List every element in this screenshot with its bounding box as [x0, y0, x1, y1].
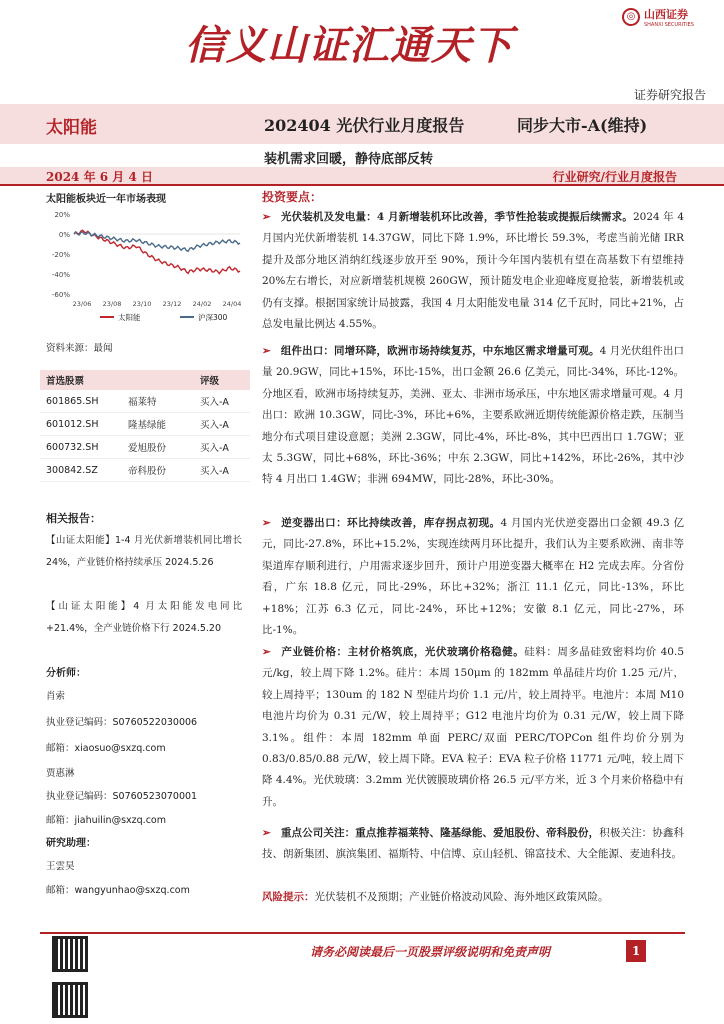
analyst-2-email[interactable]: 邮箱：jiahuilin@sxzq.com [46, 815, 166, 826]
footer-divider [40, 932, 685, 934]
y-tick-label: -40% [51, 271, 70, 279]
analyst-2-name: 贾惠淋 [46, 768, 75, 779]
risk-warning [262, 887, 684, 908]
para-1-body: 2024 年 4 月国内光伏新增装机 14.37GW，同比下降 1.9%，环比增长 59.3%，考虑当前光储 IRR 提升及部分地区消纳红线逐步放开至 90%，预计今年国内装机有望在高基数下有望维持 20%左右增长，对应新增装机规模 260GW，预计随发电企业迎峰度夏抢装，新增装机或仍有支撑。根据国家统计局披露，我国 4 月太阳能发电量 314 亿千瓦时，同比+21%，占总发电量比例达 4.55%。 [262, 211, 685, 331]
bullet-icon: ➢ [262, 211, 271, 223]
table-row [40, 436, 250, 459]
para-2-title: 组件出口：同增环降，欧洲市场持续复苏，中东地区需求增量可观。 [280, 345, 600, 357]
table-header [40, 370, 250, 390]
legend-label: 太阳能 [118, 313, 141, 322]
company-logo [622, 6, 694, 28]
sector-name: 太阳能 [46, 118, 97, 138]
y-tick-label: 20% [54, 211, 70, 219]
bullet-icon: ➢ [262, 345, 271, 357]
y-tick-label: 0% [58, 231, 70, 239]
x-tick-label: 23/10 [132, 300, 152, 308]
slogan: 信义山证汇通天下 [185, 22, 513, 69]
assistant-name: 王雲昊 [46, 861, 75, 872]
header-stocks: 首选股票 [46, 376, 85, 387]
disclaimer-notice: 请务必阅读最后一页股票评级说明和免责声明 [310, 945, 551, 959]
para-5-body: 积极关注：协鑫科技、朗新集团、旗滨集团、福斯特、中信博、京山轻机、锦富技术、大全能源、麦迪科技。 [262, 827, 685, 861]
stock-rating: 买入-A [200, 466, 229, 477]
risk-label: 风险提示： [262, 891, 315, 903]
analyst-1-email[interactable]: 邮箱：xiaosuo@sxzq.com [46, 743, 166, 754]
para-key-companies [262, 823, 684, 866]
assistant-email[interactable]: 邮箱：wangyunhao@sxzq.com [46, 885, 190, 896]
related-report-1[interactable]: 【山证太阳能】1-4 月光伏新增装机同比增长 24%，产业链价格持续承压 2024.5.26 [46, 535, 242, 568]
stock-code: 601865.SH [46, 395, 99, 407]
para-inverter-export [262, 513, 684, 641]
analyst-1-name: 肖索 [46, 691, 66, 702]
para-4-body: 硅料：周多晶硅致密料均价 40.5 元/kg，较上周下降 1.2%。硅片：本周 150μm 的 182mm 单晶硅片均价 1.25 元/片，较上周持平；130um 的 182 N 型硅片均价 1.1 元/片，较上周持平。电池片：本周 M10 电池片均价为 0.31 元/W，较上周持平；G12 电池片均价为 0.31 元/W，较上周下降 3.1%。组件：本周 182mm 单面 PERC/双面 PERC/TOPCon 组件均价分别为 0.83/0.85/0.88 元/W，较上周下降。EVA 粒子：EVA 粒子价格 11771 元/吨，较上周下降 4.4%。光伏玻璃：3.2mm 光伏镀膜玻璃价格 26.5 元/平方米，近 3 个月来价格稳中有升。 [262, 646, 684, 808]
series-line-csi300 [74, 232, 240, 251]
analyst-1-cert: 执业登记编码：S0760522030006 [46, 717, 198, 728]
stock-code: 600732.SH [46, 441, 99, 453]
table-row [40, 390, 250, 413]
x-tick-label: 24/04 [222, 300, 242, 308]
related-report-2[interactable]: 【山证太阳能】4 月太阳能发电同比+21.4%，全产业链价格下行 2024.5.20 [46, 601, 242, 634]
chart-title: 太阳能板块近一年市场表现 [46, 194, 166, 205]
para-3-body: 4 月国内光伏逆变器出口金额 49.3 亿元，同比-27.8%，环比+15.2%，实现连续两月环比提升，我们认为主要系欧洲、南非等渠道库存顺利进行，户用需求逐步回升，预计户用逆变器大概率在 H2 完成去库。分省份看，广东 18.8 亿元，同比-29%，环比+32%；浙江 11.1 亿元，同比-13%，环比+18%；江苏 6.3 亿元，同比-24%，环比+12%；安徽 8.1 亿元，同比-27%，环比-1%。 [262, 517, 685, 637]
report-subtitle: 装机需求回暖，静待底部反转 [264, 152, 434, 167]
preferred-stocks-table [40, 370, 250, 482]
source-note: 资料来源：最闻 [46, 343, 113, 354]
para-chain-prices [262, 642, 684, 813]
performance-chart [40, 206, 250, 330]
stock-name: 隆基绿能 [128, 420, 167, 431]
para-module-export [262, 341, 684, 491]
investment-highlights-heading: 投资要点： [262, 190, 323, 204]
para-3-title: 逆变器出口：环比持续改善，库存拐点初现。 [280, 517, 501, 529]
y-tick-label: -20% [51, 251, 70, 259]
para-5-title: 重点公司关注：重点推荐福莱特、隆基绿能、爱旭股份、帝科股份， [280, 827, 600, 839]
x-tick-label: 24/02 [192, 300, 212, 308]
logo-icon: ◎ [622, 8, 640, 26]
para-4-title: 产业链价格：主材价格筑底，光伏玻璃价格稳健。 [280, 646, 525, 658]
related-reports-title: 相关报告： [46, 512, 101, 525]
legend-label: 沪深300 [198, 313, 228, 322]
industry-rating: 同步大市-A(维持) [517, 116, 648, 135]
risk-body: 光伏装机不及预期；产业链价格波动风险、海外地区政策风险。 [314, 891, 609, 903]
x-tick-label: 23/12 [162, 300, 182, 308]
table-row [40, 413, 250, 436]
chart-svg [40, 206, 250, 330]
stock-name: 福莱特 [128, 397, 157, 408]
logo-name: 山西证券 [644, 8, 688, 21]
x-tick-label: 23/08 [102, 300, 122, 308]
report-category: 行业研究/行业月度报告 [552, 170, 677, 184]
para-installation [262, 207, 684, 335]
stock-code: 300842.SZ [46, 464, 98, 476]
para-2-body: 4 月光伏组件出口量 20.9GW，同比+15%，环比-15%，出口金额 26.6 亿美元，同比-34%，环比-12%。分地区看，欧洲市场持续复苏，美洲、亚太、非洲市场承压，中东地区需求增量可观。4 月出口：欧洲 10.3GW，同比-3%，环比+6%，主要系欧洲近期传统能源价格走跌，压制当地分布式项目建设意愿；美洲 2.3GW，同比-4%，环比-8%，其中巴西出口 1.7GW；亚太 5.3GW，同比+68%，环比-36%；中东 2.3GW，同比+142%，环比-26%，其中沙特 4 月出口 1.4GW；非洲 694MW，同比-28%，环比-30%。 [262, 345, 685, 486]
table-row [40, 459, 250, 482]
assistant-label: 研究助理： [46, 838, 96, 849]
bullet-icon: ➢ [262, 827, 271, 839]
header-rating: 评级 [200, 376, 220, 387]
para-1-title: 光伏装机及发电量：4 月新增装机环比改善，季节性抢装或提振后续需求。 [280, 211, 633, 223]
analyst-2-cert: 执业登记编码：S0760523070001 [46, 791, 198, 802]
bullet-icon: ➢ [262, 646, 271, 658]
page-number: 1 [626, 940, 646, 962]
stock-name: 爱旭股份 [128, 443, 167, 454]
report-type: 证券研究报告 [633, 88, 706, 102]
bullet-icon: ➢ [262, 517, 271, 529]
stock-code: 601012.SH [46, 418, 99, 430]
stock-rating: 买入-A [200, 420, 229, 431]
y-tick-label: -60% [51, 291, 70, 299]
qr-code-icon [52, 936, 88, 972]
report-date: 2024 年 6 月 4 日 [46, 170, 153, 184]
stock-rating: 买入-A [200, 397, 229, 408]
logo-sub: SHANXI SECURITIES [644, 22, 694, 28]
x-tick-label: 23/06 [72, 300, 92, 308]
qr-code-icon [52, 982, 88, 1018]
analyst-label: 分析师： [46, 668, 86, 679]
report-title: 202404 光伏行业月度报告 [264, 116, 465, 135]
stock-name: 帝科股份 [128, 466, 167, 477]
stock-rating: 买入-A [200, 443, 229, 454]
